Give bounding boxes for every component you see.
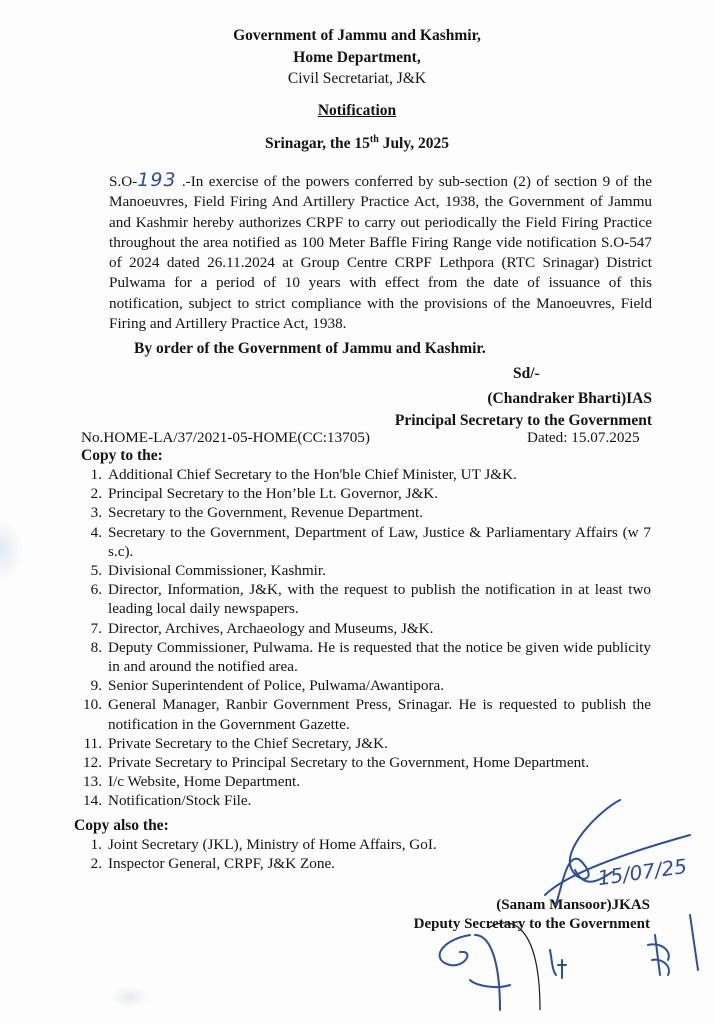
list-item (81, 503, 651, 522)
notification-body (109, 170, 652, 334)
list-item-number-text: 1. (90, 466, 102, 483)
list-item-number-text: 2. (90, 485, 102, 503)
list-item-text: Private Secretary to Principal Secretary to the Government, Home Department. (108, 754, 590, 772)
sd-mark: Sd/- (513, 365, 540, 382)
first-signatory-name: (Chandraker Bharti)IAS (487, 390, 652, 407)
list-item-number-text: 14. (83, 792, 102, 810)
document-title: Notification (317, 102, 397, 119)
paper-smudge (110, 985, 150, 1009)
list-item-number-text: 11. (83, 734, 102, 752)
handwritten-date: 15/07/25 (596, 853, 689, 891)
list-item-number-text: 8. (90, 638, 102, 656)
list-item-number-text: 7. (90, 619, 102, 637)
copy-also-list (81, 835, 651, 873)
list-item (81, 484, 651, 503)
list-item-text: Secretary to the Government, Department of Law, Justice & Parliamentary Affairs (w 7 s.c). (108, 523, 651, 560)
list-item-text: I/c Website, Home Department. (108, 773, 301, 791)
so-prefix: S.O- (109, 173, 138, 190)
so-number-handwritten: 193 (137, 169, 177, 191)
list-item-text: Principal Secretary to the Hon’ble Lt. Governor, J&K. (108, 485, 439, 503)
list-item-number-text: 1. (90, 836, 102, 853)
signature-ly-mark (550, 950, 566, 978)
header-secretariat: Civil Secretariat, J&K (287, 70, 427, 87)
list-item (81, 791, 651, 810)
list-item (81, 561, 651, 580)
place-date-prefix: Srinagar, the 15 (264, 135, 370, 153)
signature-initial-loop (440, 935, 470, 965)
list-item-text: Senior Superintendent of Police, Pulwama/Awantipora. (108, 677, 445, 695)
list-item-text: Director, Information, J&K, with the request to publish the notification in at least two leading local daily newspapers. (108, 581, 651, 618)
copy-also-heading: Copy also the: (74, 817, 169, 834)
list-item-text: Director, Archives, Archaeology and Museums, J&K. (108, 619, 434, 637)
list-item-number-text: 13. (83, 773, 102, 791)
list-item (81, 753, 651, 772)
list-item-number-text: 2. (90, 855, 102, 873)
second-signatory-designation: Deputy Secretary to the Government (413, 916, 650, 932)
place-date-suffix: th (369, 134, 379, 145)
list-item-text: Private Secretary to the Chief Secretary, J&K. (108, 734, 388, 752)
copy-to-heading: Copy to the: (81, 447, 163, 464)
second-signatory-block (414, 896, 650, 934)
list-item-number-text: 5. (90, 562, 102, 580)
list-item-text: Secretary to the Government, Revenue Department. (108, 504, 424, 522)
header-department: Home Department, (293, 49, 421, 66)
list-item-number-text: 4. (90, 523, 102, 541)
list-item (81, 772, 651, 791)
order-line: By order of the Government of Jammu and Kashmir. (134, 340, 486, 357)
list-item-text: General Manager, Ranbir Government Press, Srinagar. He is requested to publish the notification in the Government Gazette. (108, 696, 651, 733)
body-text: .-In exercise of the powers conferred by sub-section (2) of section 9 of the Manoeuvres, Field Firing And Artillery Practice Act, 1938, the Government of Jammu and Kashmir hereby authorizes CRPF to carry out periodically the Field Firing Practice throughout the area notified as 100 Meter Baffle Firing Range vide notification S.O-547 of 2024 dated 26.11.2024 at Group Centre CRPF Lethpora (RTC Srinagar) District Pulwama for a period of 10 years with effect from the date of issuance of this notification, subject to strict compliance with the provisions of the Manoeuvres, Field Firing and Artillery Practice Act, 1938. (109, 173, 653, 333)
list-item (81, 523, 651, 561)
header-government: Government of Jammu and Kashmir, (233, 27, 481, 44)
list-item-text: Joint Secretary (JKL), Ministry of Home Affairs, GoI. (108, 836, 437, 853)
first-signatory-block (395, 388, 652, 432)
list-item-number-text: 9. (90, 677, 102, 695)
list-item (81, 695, 651, 733)
list-item-text: Additional Chief Secretary to the Hon'ble Chief Minister, UT J&K. (108, 466, 517, 483)
list-item (81, 638, 651, 676)
list-item (81, 676, 651, 695)
list-item (81, 465, 651, 484)
copy-to-list (81, 465, 651, 811)
list-item-number-text: 10. (83, 696, 102, 714)
list-item-text: Divisional Commissioner, Kashmir. (108, 562, 326, 580)
signature-initial-tail (470, 935, 510, 1010)
list-item-text: Notification/Stock File. (108, 792, 252, 810)
place-date-rest: July, 2025 (378, 135, 450, 153)
list-item-number-text: 3. (90, 504, 102, 522)
signature-right-mark (648, 915, 698, 975)
list-item-number-text: 12. (83, 754, 102, 772)
first-signatory-designation: Principal Secretary to the Government (394, 412, 652, 429)
list-item-text: Inspector General, CRPF, J&K Zone. (108, 855, 335, 873)
second-signatory-name: (Sanam Mansoor)JKAS (496, 897, 650, 913)
list-item-text: Deputy Commissioner, Pulwama. He is requested that the notice be given wide publicity in and around the notified area. (108, 638, 651, 676)
list-item (81, 835, 651, 854)
reference-number: No.HOME-LA/37/2021-05-HOME(CC:13705) (81, 429, 370, 446)
list-item (81, 619, 651, 638)
list-item (81, 580, 651, 618)
reference-date: Dated: 15.07.2025 (527, 429, 640, 446)
list-item (81, 854, 651, 873)
list-item (81, 734, 651, 753)
signature-pencil-curve (488, 923, 540, 1010)
list-item-number-text: 6. (90, 581, 102, 599)
place-date (0, 134, 714, 153)
paper-smudge (0, 520, 22, 580)
